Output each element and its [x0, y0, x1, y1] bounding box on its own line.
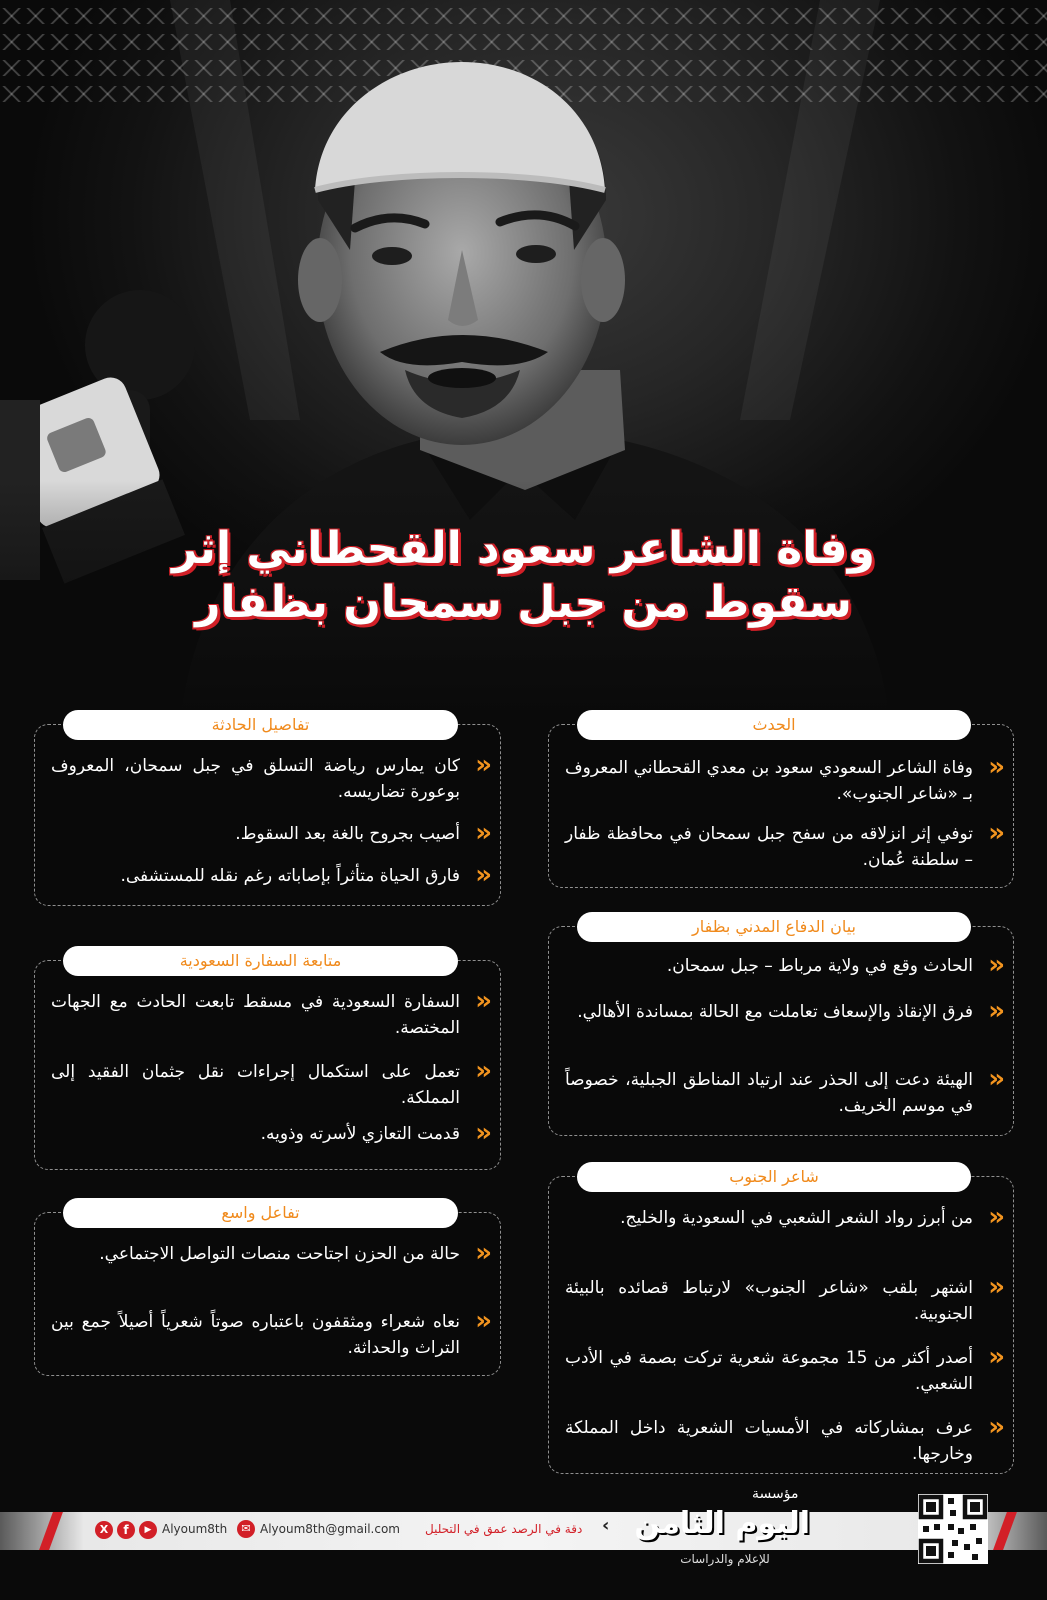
list-item: [565, 996, 999, 1026]
list-item-text: نعاه شعراء ومثقفون باعتباره صوتاً شعرياً أصيلاً جمع بين التراث والحداثة.: [51, 1312, 460, 1358]
double-chevron-icon: «: [475, 986, 486, 1016]
list-item-text: السفارة السعودية في مسقط تابعت الحادث مع الجهات المختصة.: [51, 992, 460, 1038]
list-item-text: توفي إثر انزلاقه من سفح جبل سمحان في محافظة ظفار – سلطنة عُمان.: [565, 824, 973, 870]
card-embassy-heading: متابعة السفارة السعودية: [63, 946, 458, 976]
email-contact[interactable]: [237, 1520, 400, 1538]
list-item-text: من أبرز رواد الشعر الشعبي في السعودية والخليج.: [620, 1208, 973, 1228]
double-chevron-icon: «: [475, 750, 486, 780]
list-item-text: أصدر أكثر من 15 مجموعة شعرية تركت بصمة في الأدب الشعبي.: [565, 1348, 973, 1394]
social-handle[interactable]: Alyoum8th: [162, 1522, 228, 1536]
list-item-text: حالة من الحزن اجتاحت منصات التواصل الاجتماعي.: [99, 1244, 460, 1264]
list-item: [51, 1238, 486, 1268]
headline: [150, 522, 897, 630]
double-chevron-icon: «: [988, 996, 999, 1026]
list-item-text: تعمل على استكمال إجراءات نقل جثمان الفقيد إلى المملكة.: [51, 1062, 460, 1108]
double-chevron-icon: «: [988, 1202, 999, 1232]
list-item: [51, 860, 486, 890]
double-chevron-icon: «: [988, 950, 999, 980]
headline-line-2: سقوط من جبل سمحان بظفار: [195, 577, 852, 628]
qr-code-icon: [918, 1494, 988, 1564]
list-item-text: الحادث وقع في ولاية مرباط – جبل سمحان.: [666, 956, 973, 976]
x-icon[interactable]: X: [95, 1521, 113, 1539]
list-item-text: وفاة الشاعر السعودي سعود بن معدي القحطاني المعروف بـ «شاعر الجنوب».: [565, 758, 973, 804]
card-reaction: [34, 1203, 501, 1376]
facebook-icon[interactable]: f: [117, 1521, 135, 1539]
list-item: [565, 752, 999, 807]
card-civil-defense-heading: بيان الدفاع المدني بظفار: [577, 912, 971, 942]
org-prefix: مؤسسة: [752, 1486, 799, 1502]
social-icons: [95, 1521, 157, 1539]
list-item-text: فرق الإنقاذ والإسعاف تعاملت مع الحالة بمساندة الأهالي.: [577, 1002, 973, 1022]
double-chevron-icon: «: [988, 752, 999, 782]
double-chevron-icon: «: [475, 818, 486, 848]
brand-subtitle: للإعلام والدراسات: [680, 1552, 770, 1566]
list-item: [51, 1118, 486, 1148]
headline-line-1: وفاة الشاعر سعود القحطاني إثر: [172, 523, 875, 574]
card-embassy: [34, 951, 501, 1170]
double-chevron-icon: «: [475, 1056, 486, 1086]
list-item: [51, 818, 486, 848]
double-chevron-icon: «: [475, 1306, 486, 1336]
list-item-text: عرف بمشاركاته في الأمسيات الشعرية داخل المملكة وخارجها.: [565, 1418, 973, 1464]
double-chevron-icon: «: [475, 1118, 486, 1148]
card-incident: [34, 715, 501, 906]
card-south-poet: [548, 1167, 1014, 1474]
list-item: [51, 1306, 486, 1361]
card-event: [548, 715, 1014, 888]
double-chevron-icon: «: [988, 1342, 999, 1372]
list-item: [565, 1342, 999, 1397]
list-item-text: فارق الحياة متأثراً بإصاباته رغم نقله للمستشفى.: [120, 866, 460, 886]
card-south-poet-heading: شاعر الجنوب: [577, 1162, 971, 1192]
double-chevron-icon: «: [988, 1064, 999, 1094]
list-item-text: قدمت التعازي لأسرته وذويه.: [260, 1124, 460, 1144]
card-civil-defense: [548, 917, 1014, 1136]
card-reaction-heading: تفاعل واسع: [63, 1198, 458, 1228]
list-item: [51, 750, 486, 805]
list-item: [565, 1202, 999, 1232]
hero-photo: [0, 0, 1047, 720]
card-event-heading: الحدث: [577, 710, 971, 740]
list-item: [565, 1412, 999, 1467]
list-item: [51, 986, 486, 1041]
double-chevron-icon: «: [475, 1238, 486, 1268]
email-text: Alyoum8th@gmail.com: [260, 1522, 400, 1536]
list-item: [565, 1272, 999, 1327]
chevron-left-icon: ‹: [602, 1515, 610, 1536]
youtube-icon[interactable]: ▶: [139, 1521, 157, 1539]
list-item-text: كان يمارس رياضة التسلق في جبل سمحان، المعروف بوعورة تضاريسه.: [51, 756, 460, 802]
tagline: دقة في الرصد عمق في التحليل: [425, 1522, 583, 1536]
list-item-text: اشتهر بلقب «شاعر الجنوب» لارتباط قصائده بالبيئة الجنوبية.: [565, 1278, 973, 1324]
list-item: [51, 1056, 486, 1111]
brand-logo: اليوم الثامن: [634, 1506, 810, 1541]
list-item: [565, 950, 999, 980]
double-chevron-icon: «: [988, 1272, 999, 1302]
double-chevron-icon: «: [988, 818, 999, 848]
list-item: [565, 818, 999, 873]
double-chevron-icon: «: [988, 1412, 999, 1442]
list-item-text: الهيئة دعت إلى الحذر عند ارتياد المناطق الجبلية، خصوصاً في موسم الخريف.: [565, 1070, 973, 1116]
double-chevron-icon: «: [475, 860, 486, 890]
list-item-text: أصيب بجروح بالغة بعد السقوط.: [235, 824, 460, 844]
list-item: [565, 1064, 999, 1119]
card-incident-heading: تفاصيل الحادثة: [63, 710, 458, 740]
mail-icon: ✉: [237, 1520, 255, 1538]
